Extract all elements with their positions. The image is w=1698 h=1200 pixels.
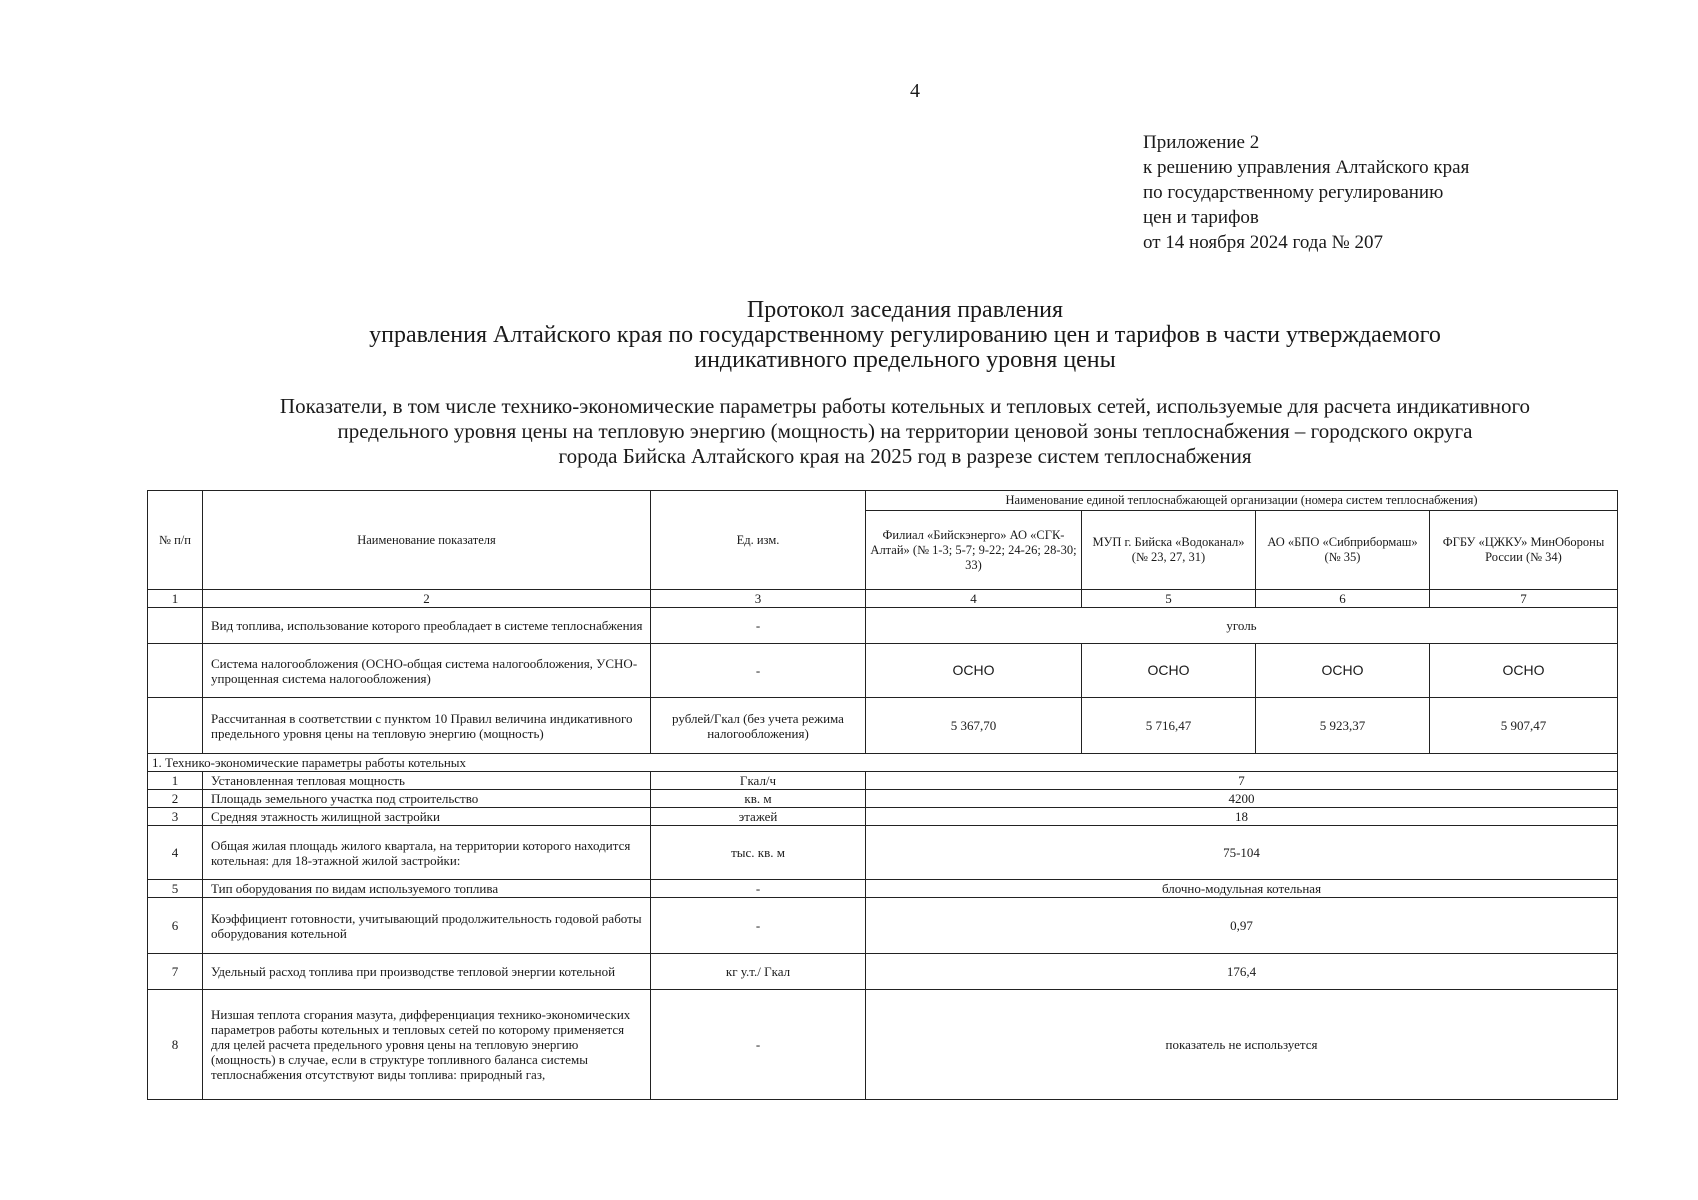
appendix-line: Приложение 2 — [1143, 132, 1260, 153]
row-unit: рублей/Гкал (без учета режима налогообложения) — [651, 698, 866, 754]
row-name: Общая жилая площадь жилого квартала, на территории которого находится котельная: для 18-этажной жилой застройки: — [203, 826, 651, 880]
column-number: 3 — [651, 590, 866, 608]
table-row — [148, 808, 1618, 826]
header-org: МУП г. Бийска «Водоканал» (№ 23, 27, 31) — [1082, 511, 1256, 590]
row-value: 75-104 — [866, 826, 1618, 880]
row-num: 1 — [148, 772, 203, 790]
row-unit: кв. м — [651, 790, 866, 808]
row-num: 2 — [148, 790, 203, 808]
row-num — [148, 644, 203, 698]
row-value: 18 — [866, 808, 1618, 826]
table-row — [148, 790, 1618, 808]
row-value: 5 907,47 — [1430, 698, 1618, 754]
row-name: Установленная тепловая мощность — [203, 772, 651, 790]
header-orgs-group: Наименование единой теплоснабжающей организации (номера систем теплоснабжения) — [866, 491, 1618, 511]
row-name: Тип оборудования по видам используемого топлива — [203, 880, 651, 898]
subtitle-line: предельного уровня цены на тепловую энергию (мощность) на территории ценовой зоны теплоснабжения – городского округа — [337, 419, 1473, 443]
appendix-line: от 14 ноября 2024 года № 207 — [1143, 232, 1384, 253]
table-row — [148, 608, 1618, 644]
appendix-line: по государственному регулированию — [1143, 182, 1444, 203]
row-value: уголь — [866, 608, 1618, 644]
row-value: 5 923,37 — [1256, 698, 1430, 754]
row-unit: этажей — [651, 808, 866, 826]
row-value: 4200 — [866, 790, 1618, 808]
appendix-block — [1143, 130, 1469, 255]
header-org: ФГБУ «ЦЖКУ» МинОбороны России (№ 34) — [1430, 511, 1618, 590]
title-line: индикативного предельного уровня цены — [694, 347, 1116, 373]
row-unit: - — [651, 608, 866, 644]
table-row — [148, 698, 1618, 754]
row-unit: тыс. кв. м — [651, 826, 866, 880]
header-unit: Ед. изм. — [651, 491, 866, 590]
row-value: 176,4 — [866, 954, 1618, 990]
row-value: ОСНО — [866, 644, 1082, 698]
row-value: ОСНО — [1256, 644, 1430, 698]
table-row — [148, 880, 1618, 898]
row-num — [148, 608, 203, 644]
row-value: показатель не используется — [866, 990, 1618, 1100]
row-value: ОСНО — [1430, 644, 1618, 698]
table-row — [148, 990, 1618, 1100]
document-subtitle — [140, 394, 1670, 469]
indicators-table — [147, 490, 1618, 1100]
column-number: 2 — [203, 590, 651, 608]
row-value: 0,97 — [866, 898, 1618, 954]
row-name: Рассчитанная в соответствии с пунктом 10 Правил величина индикативного предельного уровня цены на тепловую энергию (мощность) — [203, 698, 651, 754]
appendix-line: к решению управления Алтайского края — [1143, 157, 1470, 178]
row-value: ОСНО — [1082, 644, 1256, 698]
column-number: 5 — [1082, 590, 1256, 608]
column-number: 1 — [148, 590, 203, 608]
section-row — [148, 754, 1618, 772]
row-name: Коэффициент готовности, учитывающий продолжительность годовой работы оборудования котельной — [203, 898, 651, 954]
row-name: Удельный расход топлива при производстве тепловой энергии котельной — [203, 954, 651, 990]
row-unit: кг у.т./ Гкал — [651, 954, 866, 990]
appendix-line: цен и тарифов — [1143, 207, 1259, 228]
row-num: 3 — [148, 808, 203, 826]
column-number-row — [148, 590, 1618, 608]
header-name: Наименование показателя — [203, 491, 651, 590]
page-number: 4 — [910, 80, 920, 102]
row-value: 7 — [866, 772, 1618, 790]
row-num: 4 — [148, 826, 203, 880]
table-row — [148, 826, 1618, 880]
header-org: АО «БПО «Сибприбормаш» (№ 35) — [1256, 511, 1430, 590]
row-value: блочно-модульная котельная — [866, 880, 1618, 898]
row-value: 5 367,70 — [866, 698, 1082, 754]
row-unit: - — [651, 880, 866, 898]
row-num: 7 — [148, 954, 203, 990]
column-number: 6 — [1256, 590, 1430, 608]
row-num: 8 — [148, 990, 203, 1100]
subtitle-line: города Бийска Алтайского края на 2025 год в разрезе систем теплоснабжения — [558, 444, 1252, 468]
table-row — [148, 772, 1618, 790]
row-name: Средняя этажность жилищной застройки — [203, 808, 651, 826]
table-row — [148, 644, 1618, 698]
document-title — [140, 298, 1670, 373]
row-name: Вид топлива, использование которого преобладает в системе теплоснабжения — [203, 608, 651, 644]
subtitle-line: Показатели, в том числе технико-экономические параметры работы котельных и тепловых сетей, используемые для расчета индикативного — [279, 394, 1531, 418]
row-value: 5 716,47 — [1082, 698, 1256, 754]
header-num: № п/п — [148, 491, 203, 590]
row-unit: - — [651, 990, 866, 1100]
table-header-row — [148, 491, 1618, 511]
table-row — [148, 954, 1618, 990]
column-number: 4 — [866, 590, 1082, 608]
title-line: управления Алтайского края по государственному регулированию цен и тарифов в части утверждаемого — [369, 322, 1441, 348]
row-unit: Гкал/ч — [651, 772, 866, 790]
row-num — [148, 698, 203, 754]
row-num: 6 — [148, 898, 203, 954]
section-title: 1. Технико-экономические параметры работы котельных — [148, 754, 1618, 772]
column-number: 7 — [1430, 590, 1618, 608]
row-name: Низшая теплота сгорания мазута, дифференциация технико-экономических параметров работы котельных и тепловых сетей по которому применяется для целей расчета предельного уровня цены на тепловую энергию (мощность) в случае, если в структуре топливного баланса системы теплоснабжения отсутствуют виды топлива: природный газ, — [203, 990, 651, 1100]
title-line: Протокол заседания правления — [746, 297, 1064, 323]
row-unit: - — [651, 898, 866, 954]
row-name: Площадь земельного участка под строительство — [203, 790, 651, 808]
row-unit: - — [651, 644, 866, 698]
row-name: Система налогообложения (ОСНО-общая система налогообложения, УСНО-упрощенная система налогообложения) — [203, 644, 651, 698]
row-num: 5 — [148, 880, 203, 898]
table-row — [148, 898, 1618, 954]
header-org: Филиал «Бийскэнерго» АО «СГК-Алтай» (№ 1-3; 5-7; 9-22; 24-26; 28-30; 33) — [866, 511, 1082, 590]
